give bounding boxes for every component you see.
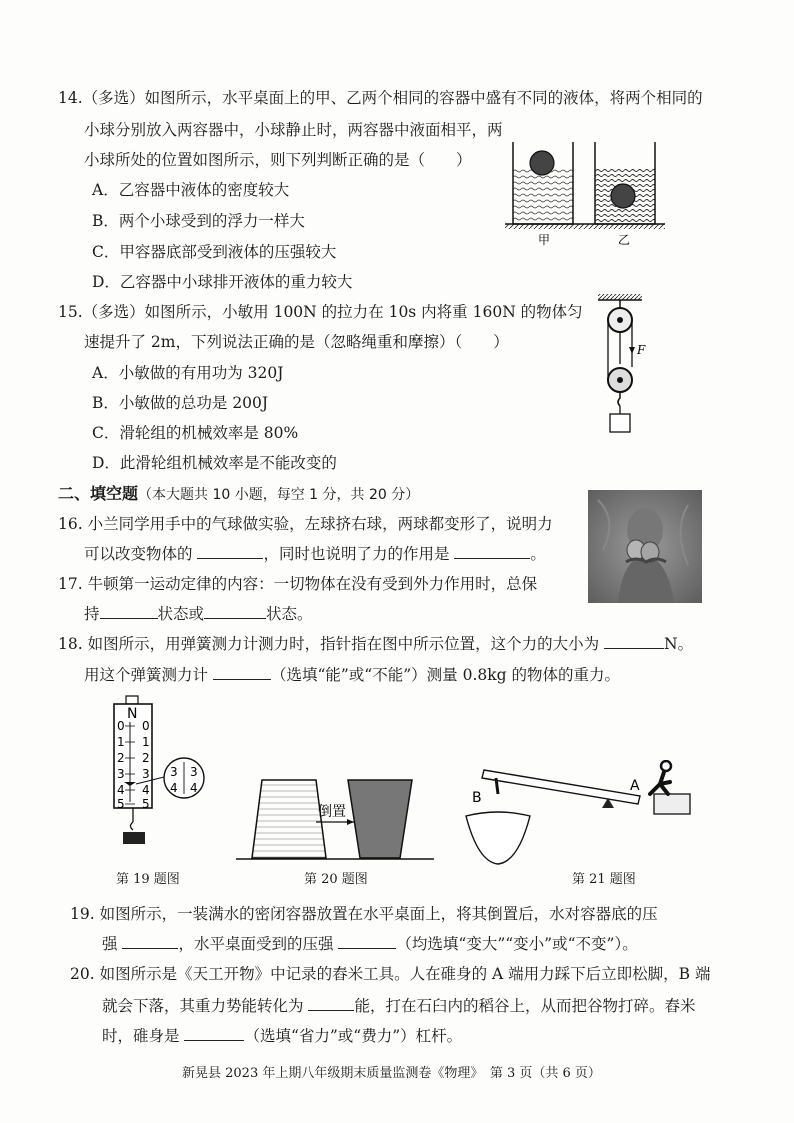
q20-text-c: 时，碓身是 bbox=[102, 1027, 180, 1045]
section-note: （本大题共 10 小题，每空 1 分，共 20 分） bbox=[138, 487, 420, 503]
lever-beam bbox=[482, 770, 640, 804]
scale-unit: N bbox=[127, 706, 138, 722]
q15-option-d: D．此滑轮组机械效率是不能改变的 bbox=[92, 454, 337, 472]
tick-2-right: 2 bbox=[142, 751, 150, 765]
person-body bbox=[650, 772, 670, 794]
tick-5-right: 5 bbox=[142, 797, 150, 811]
inverted-arrow bbox=[347, 819, 354, 825]
tick-4-left: 4 bbox=[117, 783, 125, 797]
q19-text-c: （均选填“变大”“变小”或“不变”）。 bbox=[396, 935, 638, 953]
q18-blank-2[interactable] bbox=[213, 665, 271, 680]
q17-blank-2[interactable] bbox=[204, 604, 266, 619]
q15-option-c: C．滑轮组的机械效率是 80% bbox=[92, 424, 299, 442]
weight-block bbox=[610, 414, 630, 432]
q14-option-c: C．甲容器底部受到液体的压强较大 bbox=[92, 243, 337, 261]
step-block bbox=[654, 794, 690, 814]
q18-line1 bbox=[58, 634, 693, 654]
label-jia: 甲 bbox=[538, 233, 551, 247]
tick-4-right: 4 bbox=[142, 783, 150, 797]
q16-line1: 16. 小兰同学用手中的气球做实验，左球挤右球，两球都变形了，说明力 bbox=[58, 515, 553, 533]
q20-blank-1[interactable] bbox=[308, 996, 354, 1011]
page-footer: 新晃县 2023 年上期八年级期末质量监测卷《物理》 第 3 页（共 6 页） bbox=[182, 1066, 601, 1081]
q15-option-a: A．小敏做的有用功为 320J bbox=[92, 364, 284, 382]
container-inverted bbox=[348, 780, 412, 858]
q19-text-b: ，水平桌面受到的压强 bbox=[178, 935, 334, 953]
q14-option-b: B．两个小球受到的浮力一样大 bbox=[92, 212, 305, 230]
q20-line3 bbox=[102, 1026, 462, 1046]
fig20-container-figure bbox=[228, 770, 436, 862]
q17-line2 bbox=[84, 604, 313, 624]
tick-3-right: 3 bbox=[142, 767, 150, 781]
tick-2-left: 2 bbox=[117, 751, 125, 765]
zoom-tick-3-right: 3 bbox=[190, 765, 198, 779]
q17-blank-1[interactable] bbox=[100, 604, 158, 619]
q17-text-b: 状态或 bbox=[157, 605, 205, 623]
mortar bbox=[466, 812, 530, 864]
q16-text-c: 。 bbox=[530, 545, 546, 563]
q20-line1: 20. 如图所示是《天工开物》中记录的舂米工具。人在碓身的 A 端用力踩下后立即松脚，B 端 bbox=[70, 965, 711, 983]
q17-line1: 17. 牛顿第一运动定律的内容：一切物体在没有受到外力作用时，总保 bbox=[58, 575, 538, 593]
q16-text-a: 可以改变物体的 bbox=[84, 545, 193, 563]
q18-line2 bbox=[84, 665, 620, 685]
q14-line1: 14.（多选）如图所示，水平桌面上的甲、乙两个相同的容器中盛有不同的液体，将两个相同的 bbox=[58, 89, 703, 107]
label-b: B bbox=[472, 790, 482, 806]
zoom-tick-4-right: 4 bbox=[190, 781, 198, 795]
person-head bbox=[661, 761, 671, 771]
label-a: A bbox=[630, 778, 640, 794]
q16-text-b: ，同时也说明了力的作用是 bbox=[263, 545, 450, 563]
tick-0-left: 0 bbox=[117, 719, 125, 733]
section-title-text: 二、填空题 bbox=[58, 484, 139, 503]
tick-3-left: 3 bbox=[117, 767, 125, 781]
q20-text-b: 能，打在石臼内的稻谷上，从而把谷物打碎。舂米 bbox=[354, 997, 696, 1015]
q16-balloon-photo bbox=[588, 490, 702, 603]
ball-yi bbox=[611, 184, 635, 208]
q16-blank-2[interactable] bbox=[454, 544, 530, 559]
q17-text-c: 状态。 bbox=[266, 605, 313, 623]
q16-blank-1[interactable] bbox=[197, 544, 263, 559]
fig20-label: 倒置 bbox=[318, 804, 346, 820]
q16-line2 bbox=[84, 544, 546, 564]
q18-text-a: 18. 如图所示，用弹簧测力计测力时，指针指在图中所示位置，这个力的大小为 bbox=[58, 635, 600, 653]
fig21-lever-figure bbox=[458, 760, 698, 865]
q20-text-d: （选填“省力”或“费力”）杠杆。 bbox=[244, 1027, 463, 1045]
fig19-caption: 第 19 题图 bbox=[116, 872, 180, 887]
q15-pulley-figure bbox=[590, 292, 660, 437]
fig19-spring-scale bbox=[98, 690, 208, 860]
zoom-tick-4-left: 4 bbox=[170, 781, 178, 795]
fig21-caption: 第 21 题图 bbox=[572, 872, 636, 887]
q20-text-a: 就会下落，其重力势能转化为 bbox=[102, 997, 304, 1015]
q20-blank-2[interactable] bbox=[184, 1026, 244, 1041]
q17-text-a: 持 bbox=[84, 605, 100, 623]
q14-line3: 小球所处的位置如图所示，则下列判断正确的是（ ） bbox=[84, 151, 472, 169]
q15-line1: 15.（多选）如图所示，小敏用 100N 的拉力在 10s 内将重 160N 的物体匀 bbox=[58, 303, 583, 321]
q15-option-b: B．小敏做的总功是 200J bbox=[92, 394, 269, 412]
q14-containers-figure bbox=[505, 138, 665, 250]
section-title bbox=[58, 484, 419, 505]
scale-weight bbox=[123, 832, 145, 844]
q19-line1: 19. 如图所示，一装满水的密闭容器放置在水平桌面上，将其倒置后，水对容器底的压 bbox=[70, 905, 658, 923]
q14-option-d: D．乙容器中小球排开液体的重力较大 bbox=[92, 273, 353, 291]
q18-text-b: N。 bbox=[664, 635, 694, 653]
q18-text-c: 用这个弹簧测力计 bbox=[84, 666, 209, 684]
label-yi: 乙 bbox=[618, 233, 631, 247]
q19-blank-1[interactable] bbox=[122, 934, 178, 949]
force-label: F bbox=[637, 343, 646, 357]
tick-0-right: 0 bbox=[142, 719, 150, 733]
q14-option-a: A．乙容器中液体的密度较大 bbox=[92, 181, 290, 199]
container-upright bbox=[252, 780, 326, 858]
q19-text-a: 强 bbox=[102, 935, 118, 953]
q14-line2: 小球分别放入两容器中，小球静止时，两容器中液面相平，两 bbox=[84, 121, 503, 139]
zoom-tick-3-left: 3 bbox=[170, 765, 178, 779]
q18-text-d: （选填“能”或“不能”）测量 0.8kg 的物体的重力。 bbox=[270, 666, 620, 684]
fig20-caption: 第 20 题图 bbox=[304, 872, 368, 887]
q15-line2: 速提升了 2m，下列说法正确的是（忽略绳重和摩擦）（ ） bbox=[84, 333, 509, 351]
q19-blank-2[interactable] bbox=[338, 934, 396, 949]
tick-1-right: 1 bbox=[142, 735, 150, 749]
q19-line2 bbox=[102, 934, 638, 954]
tick-5-left: 5 bbox=[117, 797, 125, 811]
q20-line2 bbox=[102, 996, 695, 1016]
tick-1-left: 1 bbox=[117, 735, 125, 749]
ball-jia bbox=[530, 151, 554, 175]
force-arrow bbox=[629, 347, 635, 354]
q18-blank-1[interactable] bbox=[604, 634, 664, 649]
